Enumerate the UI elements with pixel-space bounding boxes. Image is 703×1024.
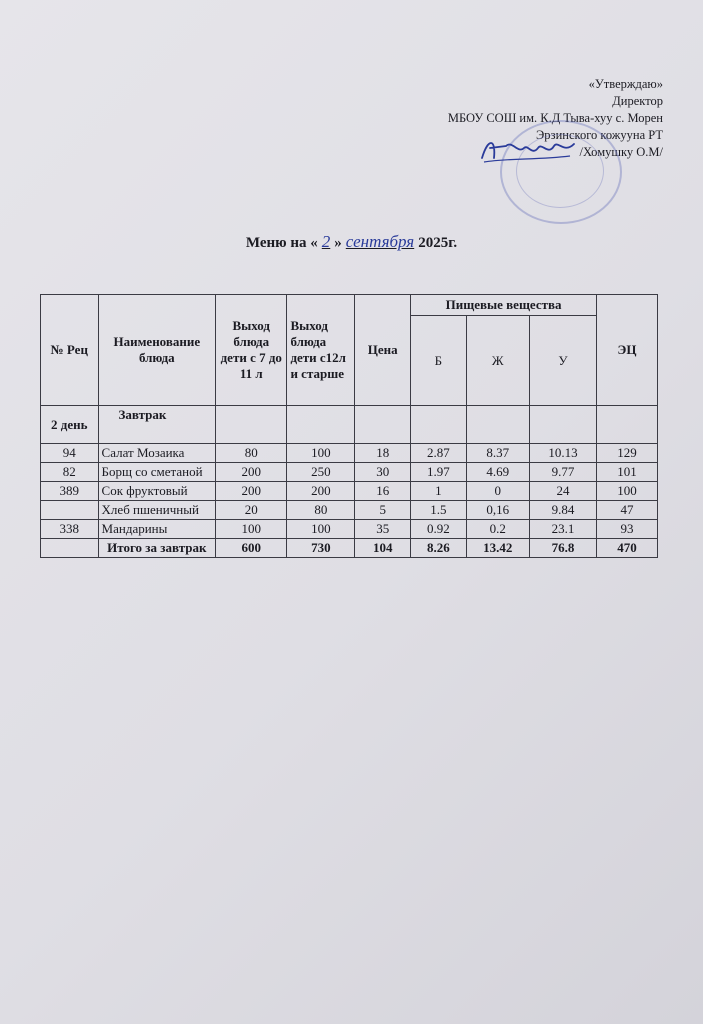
cell-u: 24 [529,482,596,501]
cell-num: 82 [41,463,99,482]
total-out2: 730 [287,539,355,558]
cell-out1: 20 [216,501,287,520]
section-day: 2 день [41,406,99,444]
header-row [41,295,658,316]
cell-ec: 101 [597,463,658,482]
cell-b: 1 [411,482,466,501]
cell-zh: 4.69 [466,463,529,482]
empty-cell [355,406,411,444]
header-num: № Рец [41,295,99,406]
total-label: Итого за завтрак [98,539,216,558]
cell-name: Сок фруктовый [98,482,216,501]
total-row [41,539,658,558]
header-zh: Ж [466,316,529,406]
title-prefix: Меню на « [245,235,318,251]
cell-ec: 100 [597,482,658,501]
cell-name: Хлеб пшеничный [98,501,216,520]
title-suffix: 2025г. [418,235,458,251]
total-zh: 13.42 [466,539,529,558]
header-ec: ЭЦ [597,295,658,406]
cell-b: 0.92 [411,520,466,539]
table-row [41,520,658,539]
cell-ec: 129 [597,444,658,463]
empty-cell [216,406,287,444]
cell-out2: 100 [287,444,355,463]
total-ec: 470 [597,539,658,558]
table-row [41,444,658,463]
header-nutrients: Пищевые вещества [411,295,597,316]
table-row [41,463,658,482]
empty-cell [597,406,658,444]
title-month: сентября [345,232,415,251]
approval-director-name: /Хомушку О.М/ [579,145,663,159]
header-out2: Выход блюда дети с12л и старше [287,295,355,406]
cell-num: 338 [41,520,99,539]
cell-price: 5 [355,501,411,520]
header-out1: Выход блюда дети с 7 до 11 л [216,295,287,406]
header-price: Цена [355,295,411,406]
cell-num: 94 [41,444,99,463]
cell-ec: 47 [597,501,658,520]
cell-u: 23.1 [529,520,596,539]
cell-price: 35 [355,520,411,539]
cell-out1: 200 [216,463,287,482]
cell-out2: 100 [287,520,355,539]
cell-u: 9.84 [529,501,596,520]
cell-zh: 0,16 [466,501,529,520]
menu-title [0,232,703,252]
cell-zh: 0.2 [466,520,529,539]
section-meal: Завтрак [98,406,216,444]
cell-out1: 200 [216,482,287,501]
cell-out2: 80 [287,501,355,520]
approval-line: «Утверждаю» [588,77,663,91]
title-mid: » [334,235,342,251]
table-row [41,482,658,501]
cell-b: 1.97 [411,463,466,482]
cell-price: 18 [355,444,411,463]
empty-cell [287,406,355,444]
total-b: 8.26 [411,539,466,558]
total-price: 104 [355,539,411,558]
total-out1: 600 [216,539,287,558]
section-row [41,406,658,444]
empty-cell [41,539,99,558]
approval-position: Директор [612,94,663,108]
header-u: У [529,316,596,406]
empty-cell [411,406,466,444]
cell-zh: 8.37 [466,444,529,463]
cell-b: 2.87 [411,444,466,463]
cell-out2: 250 [287,463,355,482]
cell-name: Мандарины [98,520,216,539]
cell-price: 30 [355,463,411,482]
cell-zh: 0 [466,482,529,501]
cell-ec: 93 [597,520,658,539]
director-signature [478,130,578,170]
total-u: 76.8 [529,539,596,558]
cell-name: Борщ со сметаной [98,463,216,482]
menu-table [40,294,658,558]
cell-out1: 100 [216,520,287,539]
header-b: Б [411,316,466,406]
empty-cell [529,406,596,444]
cell-out2: 200 [287,482,355,501]
empty-cell [466,406,529,444]
approval-district: Эрзинского кожууна РТ [535,128,663,142]
header-name: Наименование блюда [98,295,216,406]
cell-u: 10.13 [529,444,596,463]
cell-u: 9.77 [529,463,596,482]
cell-b: 1.5 [411,501,466,520]
title-day: 2 [321,232,331,251]
cell-num: 389 [41,482,99,501]
table-row [41,501,658,520]
cell-out1: 80 [216,444,287,463]
cell-name: Салат Мозаика [98,444,216,463]
cell-price: 16 [355,482,411,501]
approval-school: МБОУ СОШ им. К.Д Тыва-хуу с. Морен [447,111,663,125]
cell-num [41,501,99,520]
